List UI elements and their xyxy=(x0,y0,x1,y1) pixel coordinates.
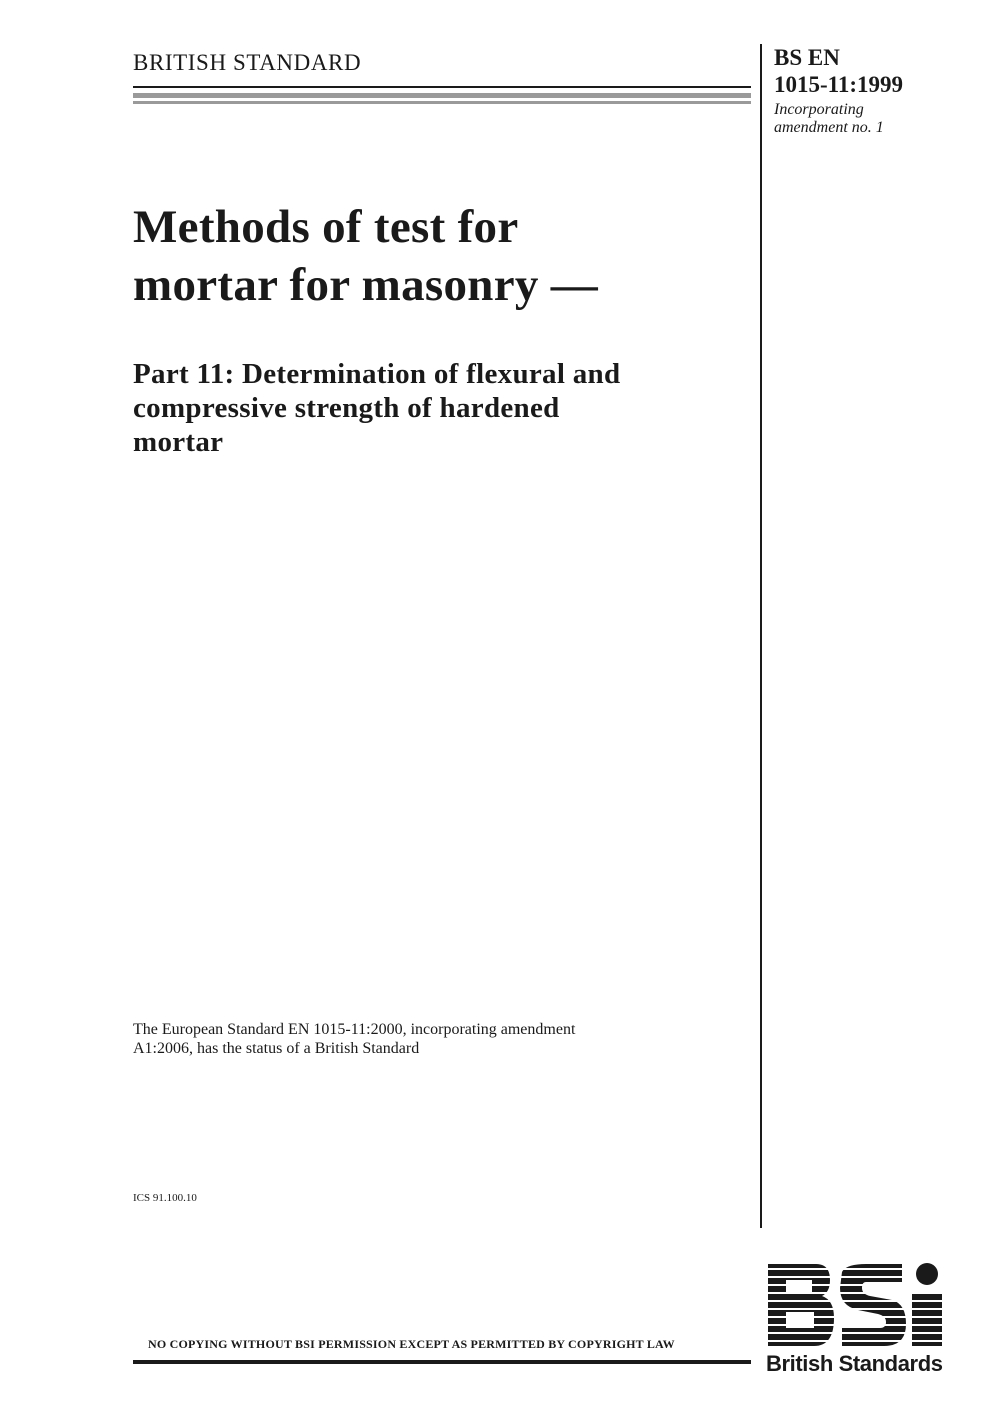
bsi-mark-icon xyxy=(766,1262,944,1348)
part-title-line2: compressive strength of hardened xyxy=(133,392,560,424)
bsi-brand-text: British Standards xyxy=(766,1351,943,1376)
amendment-note-line1: Incorporating xyxy=(774,101,864,118)
title-line2: mortar for masonry — xyxy=(133,259,599,311)
status-note xyxy=(133,1020,693,1058)
amendment-note-line2: amendment no. 1 xyxy=(774,119,884,136)
series-label: BRITISH STANDARD xyxy=(133,50,362,75)
status-note-line2: A1:2006, has the status of a British Standard xyxy=(133,1040,420,1057)
amendment-note xyxy=(774,101,984,137)
title-line1: Methods of test for xyxy=(133,201,519,253)
footer-rule xyxy=(133,1360,751,1364)
standard-number-line1: BS EN xyxy=(774,45,840,70)
standard-number-line2: 1015-11:1999 xyxy=(774,72,904,97)
ics-code: ICS 91.100.10 xyxy=(133,1192,197,1204)
part-title-line3: mortar xyxy=(133,426,224,458)
header-rule xyxy=(133,86,751,104)
vertical-divider xyxy=(760,44,762,1228)
document-title xyxy=(133,198,753,314)
bsi-logo xyxy=(766,1262,946,1377)
part-title-line1: Part 11: Determination of flexural and xyxy=(133,358,621,390)
copyright-notice: NO COPYING WITHOUT BSI PERMISSION EXCEPT AS PERMITTED BY COPYRIGHT LAW xyxy=(148,1337,675,1351)
part-title xyxy=(133,357,753,459)
standard-identifier xyxy=(774,44,984,137)
status-note-line1: The European Standard EN 1015-11:2000, incorporating amendment xyxy=(133,1021,576,1038)
